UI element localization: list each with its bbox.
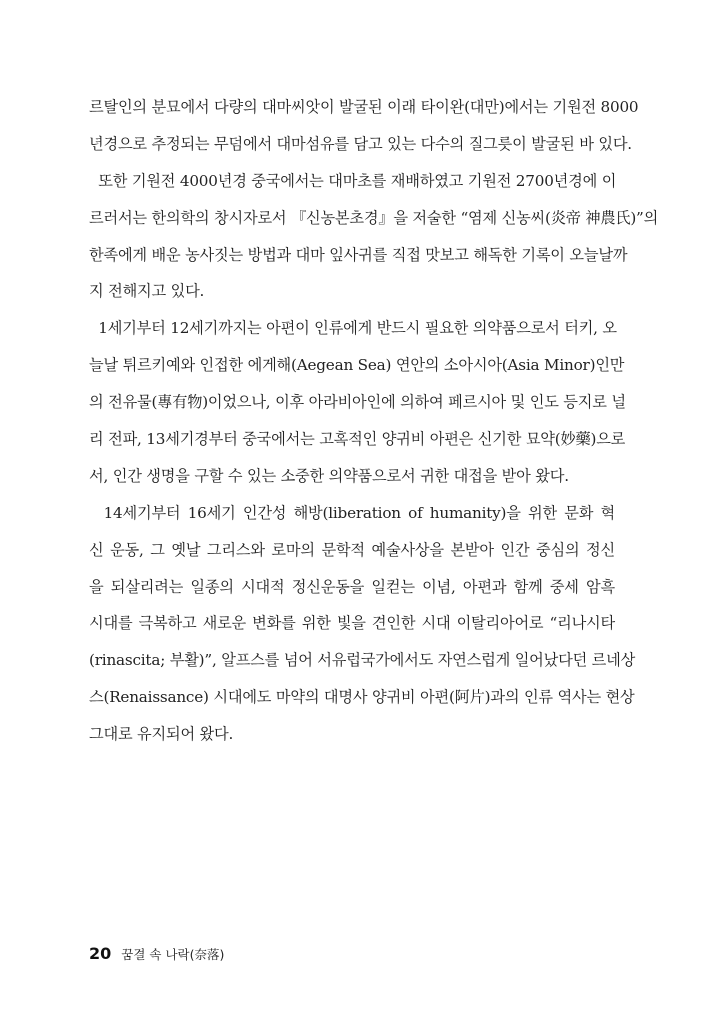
page-footer	[89, 944, 224, 968]
text-line: 서, 인간 생명을 구할 수 있는 소중한 의약품으로서 귀한 대접을 받아 왔다.	[89, 466, 569, 485]
text-line: 스(Renaissance) 시대에도 마약의 대명사 양귀비 아편(阿片)과의 인류 역사는 현상	[89, 688, 635, 707]
text-line: 그대로 유지되어 왔다.	[89, 725, 234, 744]
body-text	[89, 92, 659, 756]
text-line: 의 전유물(專有物)이었으나, 이후 아라비아인에 의하여 페르시아 및 인도 등지로 널	[89, 393, 626, 412]
text-line: 또한 기원전 4000년경 중국에서는 대마초를 재배하였고 기원전 2700년경에 이	[89, 171, 617, 190]
text-line: 늘날 튀르키예와 인접한 에게해(Aegean Sea) 연안의 소아시아(Asia Minor)인만	[89, 356, 625, 375]
text-line: 신 운동, 그 옛날 그리스와 로마의 문학적 예술사상을 본받아 인간 중심의 정신	[89, 540, 615, 559]
running-title: 꿈결 속 나락(奈落)	[121, 947, 225, 962]
text-line: 르러서는 한의학의 창시자로서 『신농본초경』을 저술한 “염제 신농씨(炎帝 神農氏)”의	[89, 208, 659, 227]
text-line: 한족에게 배운 농사짓는 방법과 대마 잎사귀를 직접 맛보고 해독한 기록이 오늘날까	[89, 245, 628, 264]
text-line: 을 되살리려는 일종의 시대적 정신운동을 일컫는 이념, 아편과 함께 중세 암흑	[89, 577, 615, 596]
text-line: 리 전파, 13세기경부터 중국에서는 고혹적인 양귀비 아편은 신기한 묘약(妙藥)으로	[89, 430, 626, 449]
text-line: 1세기부터 12세기까지는 아편이 인류에게 반드시 필요한 의약품으로서 터키, 오	[89, 319, 617, 338]
text-line: 시대를 극복하고 새로운 변화를 위한 빛을 견인한 시대 이탈리아어로 “리나시타	[89, 614, 615, 633]
text-line: 지 전해지고 있다.	[89, 282, 205, 301]
page-number: 20	[89, 944, 112, 963]
text-line: 년경으로 추정되는 무덤에서 대마섬유를 담고 있는 다수의 질그릇이 발굴된 바 있다.	[89, 134, 632, 153]
text-line: (rinascita; 부활)”, 알프스를 넘어 서유럽국가에서도 자연스럽게 일어났다던 르네상	[89, 651, 636, 670]
text-line: 14세기부터 16세기 인간성 해방(liberation of humanity)을 위한 문화 혁	[89, 503, 615, 522]
text-line: 르탈인의 분묘에서 다량의 대마씨앗이 발굴된 이래 타이완(대만)에서는 기원전 8000	[89, 98, 639, 116]
